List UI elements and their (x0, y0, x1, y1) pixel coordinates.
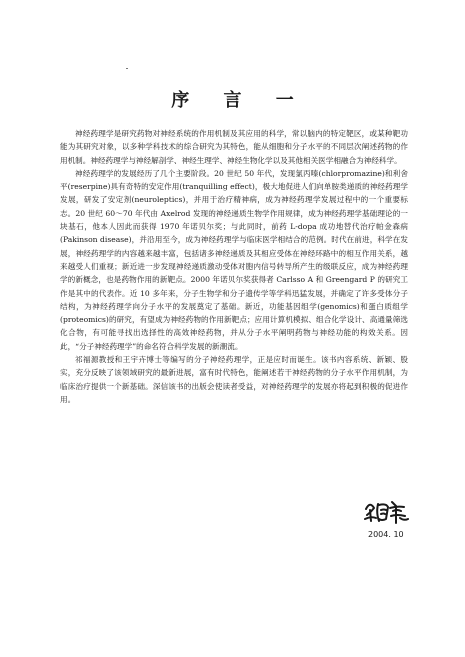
paragraph-1: 神经药理学是研究药物对神经系统的作用机制及其应用的科学，常以脑内的特定靶区，或某种靶功能为其研究对象，以多种学科技术的综合研究为其特色，能从细胞和分子水平的不同层次阐述药物的作用机制。神经药理学与神经解剖学、神经生理学、神经生物化学以及其他相关医学相融合为神经科学。 (60, 129, 408, 165)
page-title: 序 言 一 (171, 90, 308, 111)
body-text (60, 127, 408, 406)
paragraph-2: 神经药理学的发展经历了几个主要阶段。20 世纪 50 年代，发现氯丙嗪(chlorpromazine)和利舍平(reserpine)具有奇特的安定作用(tranquilling effect)，极大地促进人们向单胺类递质的神经药理学发展，研发了安定剂(neuroleptics)，并用于治疗精神病，成为神经药理学发展过程中的一个重要标志。20 世纪 60～70 年代由 Axelrod 发现的神经递质生物学作用规律，成为神经药理学基础理论的一块基石，他本人因此而获得 1970 年诺贝尔奖；与此同时，前药 L-dopa 成功地替代治疗帕金森病(Pakinson disease)，并沿用至今，成为神经药理学与临床医学相结合的范例。时代在前进，科学在发展，神经药理学的内容越来越丰富，包括诸多神经递质及其相应受体在神经环路中的相互作用关系，越来越受人们重视；新近进一步发现神经递质激动受体对胞内信号转导所产生的级联反应，成为神经药理学的新概念，也是药物作用的新靶点。2000 年诺贝尔奖获得者 Carlsso A 和 Greengard P 的研究工作是其中的代表作。近 10 多年来，分子生物学和分子遗传学等学科迅猛发展，并确定了许多受体分子结构，为神经药理学向分子水平的发展奠定了基础。新近，功能基因组学(genomics)和蛋白质组学(proteomics)的研究，有望成为神经药物的作用新靶点；应用计算机模拟、组合化学设计、高通量筛选化合物，有可能寻找出选择性的高效神经药物，并从分子水平阐明药物与神经功能的构效关系。因此，“分子神经药理学”的命名符合科学发展的新潮流。 (60, 168, 408, 351)
date: 2004. 10 (368, 530, 404, 539)
paragraph-3: 祁福源教授和王宇卉博士等编写的分子神经药理学，正是应时而诞生。该书内容系统、新颖、股实，充分反映了该领域研究的最新进展，富有时代特色，能阐述若干神经药物的分子水平作用机制，为临床治疗提供一个新基础。深信该书的出版会使读者受益，对神经药理学的发展亦将起到积极的促进作用。 (60, 355, 408, 404)
scan-speck (126, 68, 128, 69)
handwritten-signature (362, 497, 412, 525)
